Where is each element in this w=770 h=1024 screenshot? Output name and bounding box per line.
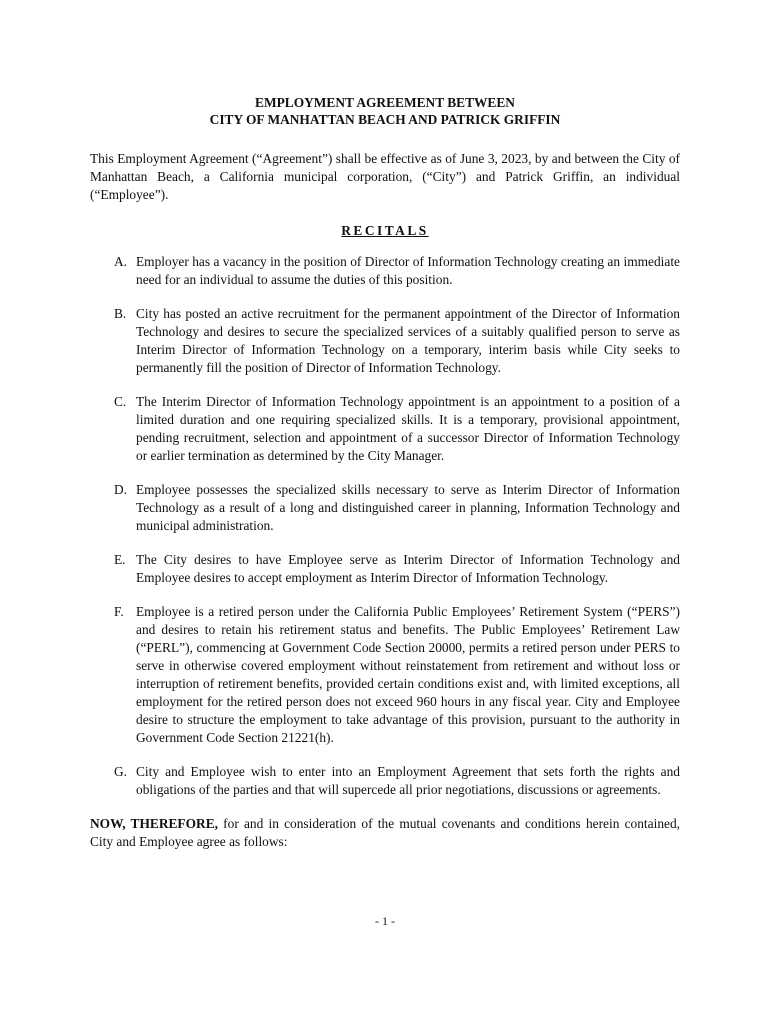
intro-paragraph: This Employment Agreement (“Agreement”) shall be effective as of June 3, 2023, by and between the City of Manhattan Beach, a California municipal corporation, (“City”) and Patrick Griffin, an individual (“Employee”).: [90, 151, 680, 202]
recital-item-d: [90, 481, 680, 535]
recital-item-f: [90, 603, 680, 747]
closing-lead: NOW, THEREFORE,: [90, 816, 218, 831]
recital-text: Employer has a vacancy in the position of Director of Information Technology creating an immediate need for an individual to assume the duties of this position.: [136, 254, 680, 287]
recital-item-e: [90, 551, 680, 587]
recital-text: The Interim Director of Information Technology appointment is an appointment to a position of a limited duration and one requiring specialized skills. It is a temporary, provisional appointment, pending recruitment, selection and appointment of a successor Director of Information Technology or earlier termination as determined by the City Manager.: [136, 394, 680, 463]
recital-letter: C.: [114, 394, 127, 409]
recital-letter: A.: [114, 254, 128, 269]
recital-item-g: [90, 763, 680, 799]
title-line-2: CITY OF MANHATTAN BEACH AND PATRICK GRIFFIN: [209, 112, 561, 127]
recital-text: Employee possesses the specialized skills necessary to serve as Interim Director of Information Technology as a result of a long and distinguished career in planning, Information Technology and municipal administration.: [136, 482, 680, 533]
recital-letter: G.: [114, 764, 128, 779]
recitals-heading: RECITALS: [341, 223, 429, 238]
document-page: [90, 94, 680, 864]
closing-paragraph: [90, 815, 680, 851]
document-title: [90, 94, 680, 128]
recital-letter: F.: [114, 604, 124, 619]
recital-item-b: [90, 305, 680, 377]
recital-text: City and Employee wish to enter into an Employment Agreement that sets forth the rights and obligations of the parties and that will supercede all prior negotiations, discussions or agreements.: [136, 764, 680, 797]
title-line-1: EMPLOYMENT AGREEMENT BETWEEN: [255, 95, 515, 110]
recital-item-a: [90, 253, 680, 289]
recital-letter: B.: [114, 306, 127, 321]
recital-item-c: [90, 393, 680, 465]
recital-text: The City desires to have Employee serve as Interim Director of Information Technology and Employee desires to accept employment as Interim Director of Information Technology.: [136, 552, 680, 585]
recital-letter: D.: [114, 482, 128, 497]
recital-text: City has posted an active recruitment for the permanent appointment of the Director of Information Technology and desires to secure the specialized services of a suitably qualified person to serve as Interim Director of Information Technology on a temporary, interim basis while City seeks to permanently fill the position of Director of Information Technology.: [136, 306, 680, 375]
recital-letter: E.: [114, 552, 126, 567]
recitals-list: [90, 253, 680, 799]
page-number: - 1 -: [375, 914, 395, 928]
recital-text: Employee is a retired person under the California Public Employees’ Retirement System (“PERS”) and desires to retain his retirement status and benefits. The Public Employees’ Retirement Law (“PERL”), commencing at Government Code Section 20000, permits a retired person under PERS to serve in otherwise covered employment without reinstatement from retirement and without loss or interruption of retirement benefits, provided certain conditions exist and, with limited exceptions, all employment for the retired person does not exceed 960 hours in any fiscal year. City and Employee desire to structure the employment to take advantage of this provision, pursuant to the authority in Government Code Section 21221(h).: [136, 604, 680, 745]
closing-text: for and in consideration of the mutual covenants and conditions herein contained, City and Employee agree as follows:: [90, 816, 680, 849]
